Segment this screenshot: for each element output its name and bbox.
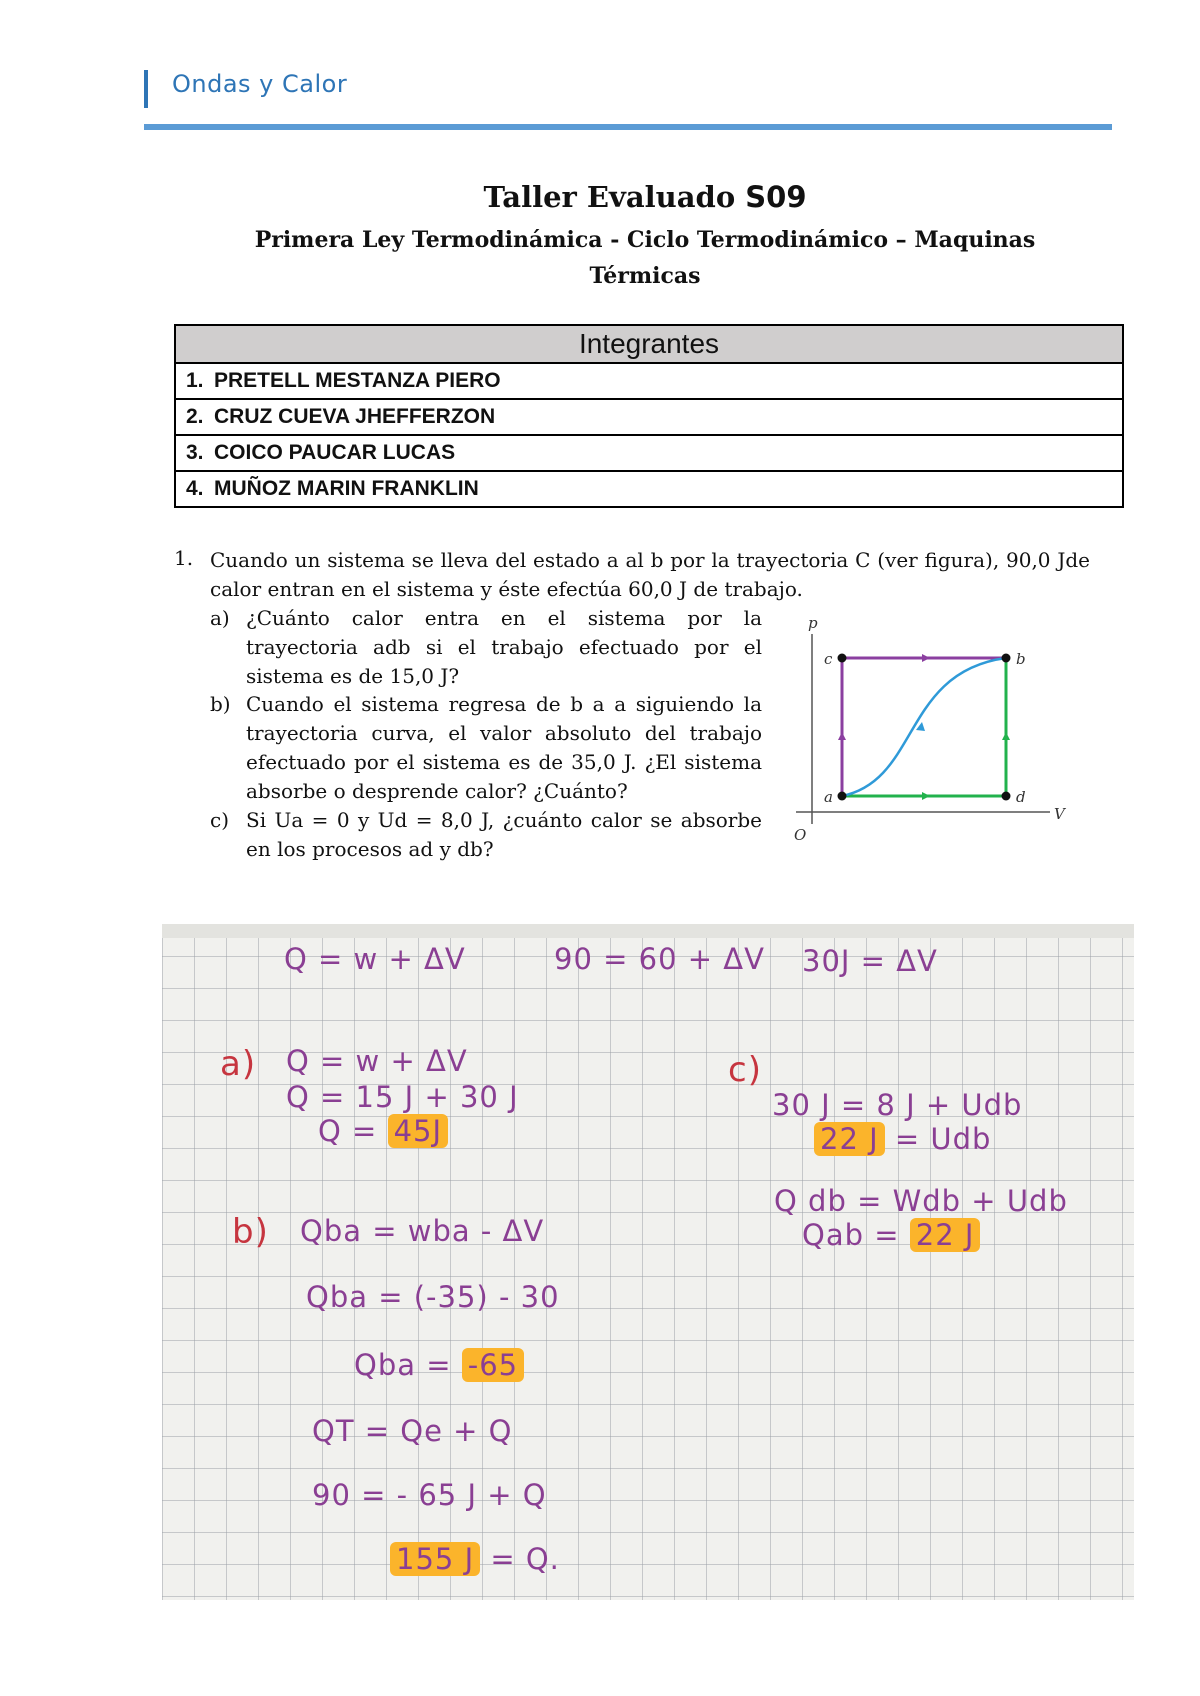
- note-b6: [390, 1542, 560, 1576]
- note-a2: Q = 15 J + 30 J: [286, 1080, 519, 1114]
- curve-path: [842, 658, 1006, 796]
- member-number: 3.: [186, 441, 204, 464]
- v-axis-label: V: [1054, 805, 1065, 823]
- origin-label: O: [794, 826, 807, 844]
- member-cell: [175, 399, 1123, 435]
- header-accent-bar: [144, 70, 148, 108]
- note-b3: [354, 1348, 524, 1382]
- note-c3: Q db = Wdb + Udb: [774, 1184, 1068, 1218]
- note-c2-suffix: = Udb: [894, 1122, 992, 1156]
- note-b-label: b): [232, 1212, 269, 1252]
- arrow-cb-icon: [922, 654, 930, 662]
- note-b3-prefix: Qba =: [354, 1348, 452, 1382]
- title-text: Taller Evaluado: [483, 180, 746, 214]
- label-b: b: [1016, 650, 1026, 668]
- item-text: ¿Cuánto calor entra en el sistema por la trayectoria adb si el trabajo efectuado por el sistema es de 15,0 J?: [246, 606, 762, 688]
- problem-item-b: [210, 690, 762, 806]
- table-row: [175, 399, 1123, 435]
- member-cell: [175, 471, 1123, 507]
- point-b: [1002, 654, 1011, 663]
- note-b4: QT = Qe + Q: [312, 1414, 513, 1448]
- note-c4-prefix: Qab =: [802, 1218, 900, 1252]
- arrow-ad-icon: [922, 792, 930, 800]
- note-c4-result: 22 J: [910, 1218, 981, 1252]
- note-c4: [802, 1218, 980, 1252]
- problem-statement: Cuando un sistema se lleva del estado a al b por la trayectoria C (ver figura), 90,0 Jde calor entran en el sistema y éste efectúa 60,0 J de trabajo.: [210, 548, 1090, 601]
- note-c1: 30 J = 8 J + Udb: [772, 1088, 1023, 1122]
- arrow-db-icon: [1002, 732, 1010, 740]
- label-d: d: [1016, 788, 1026, 806]
- point-a: [838, 792, 847, 801]
- table-row: [175, 471, 1123, 507]
- note-c2-result: 22 J: [814, 1122, 885, 1156]
- note-b6-result: 155 J: [390, 1542, 480, 1576]
- arrow-ac-icon: [838, 732, 846, 740]
- member-number: 2.: [186, 405, 204, 428]
- note-line3: 30J = ΔV: [802, 944, 938, 978]
- label-a: a: [824, 788, 833, 806]
- document-title: [0, 180, 1200, 214]
- problem-item-c: [210, 806, 762, 864]
- members-table: [174, 324, 1124, 508]
- note-c-label: c): [728, 1050, 762, 1090]
- members-heading: Integrantes: [175, 325, 1123, 363]
- note-a3-prefix: Q =: [318, 1114, 378, 1148]
- member-number: 4.: [186, 477, 204, 500]
- note-b6-suffix: = Q.: [490, 1542, 560, 1576]
- member-name: PRETELL MESTANZA PIERO: [214, 369, 501, 392]
- item-text: Cuando el sistema regresa de b a a siguiendo la trayectoria curva, el valor absoluto del trabajo efectuado por el sistema es de 35,0 J. ¿El sistema absorbe o desprende calor? ¿Cuánto?: [246, 692, 762, 803]
- note-line1: Q = w + ΔV: [284, 942, 466, 976]
- note-b2: Qba = (-35) - 30: [306, 1280, 560, 1314]
- label-c: c: [824, 650, 833, 668]
- table-row: [175, 435, 1123, 471]
- table-row: [175, 363, 1123, 399]
- note-b5: 90 = - 65 J + Q: [312, 1478, 547, 1512]
- note-a3-result: 45J: [388, 1114, 448, 1148]
- member-number: 1.: [186, 369, 204, 392]
- item-label: c): [210, 808, 230, 832]
- note-a3: [318, 1114, 448, 1148]
- member-name: COICO PAUCAR LUCAS: [214, 441, 456, 464]
- note-c2: [814, 1122, 991, 1156]
- item-label: a): [210, 606, 230, 630]
- member-name: CRUZ CUEVA JHEFFERZON: [214, 405, 496, 428]
- item-label: b): [210, 692, 231, 716]
- item-text: Si Ua = 0 y Ud = 8,0 J, ¿cuánto calor se absorbe en los procesos ad y db?: [246, 808, 762, 861]
- pv-diagram: [790, 612, 1080, 852]
- point-d: [1002, 792, 1011, 801]
- header-rule: [144, 124, 1112, 130]
- p-axis-label: p: [808, 614, 818, 632]
- course-header: Ondas y Calor: [172, 70, 348, 98]
- handwritten-solution-photo: [162, 924, 1134, 1600]
- document-subtitle: Primera Ley Termodinámica - Ciclo Termodinámico – Maquinas Térmicas: [254, 227, 1036, 289]
- note-a-label: a): [220, 1044, 257, 1084]
- grid-paper: [162, 924, 1134, 1600]
- member-cell: [175, 435, 1123, 471]
- note-a1: Q = w + ΔV: [286, 1044, 468, 1078]
- member-name: MUÑOZ MARIN FRANKLIN: [214, 477, 479, 500]
- member-cell: [175, 363, 1123, 399]
- problem-item-a: [210, 604, 762, 691]
- note-line2: 90 = 60 + ΔV: [554, 942, 765, 976]
- problem-number: 1.: [174, 546, 194, 570]
- note-b1: Qba = wba - ΔV: [300, 1214, 545, 1248]
- note-b3-result: -65: [462, 1348, 524, 1382]
- point-c: [838, 654, 847, 663]
- title-code: S09: [745, 180, 807, 214]
